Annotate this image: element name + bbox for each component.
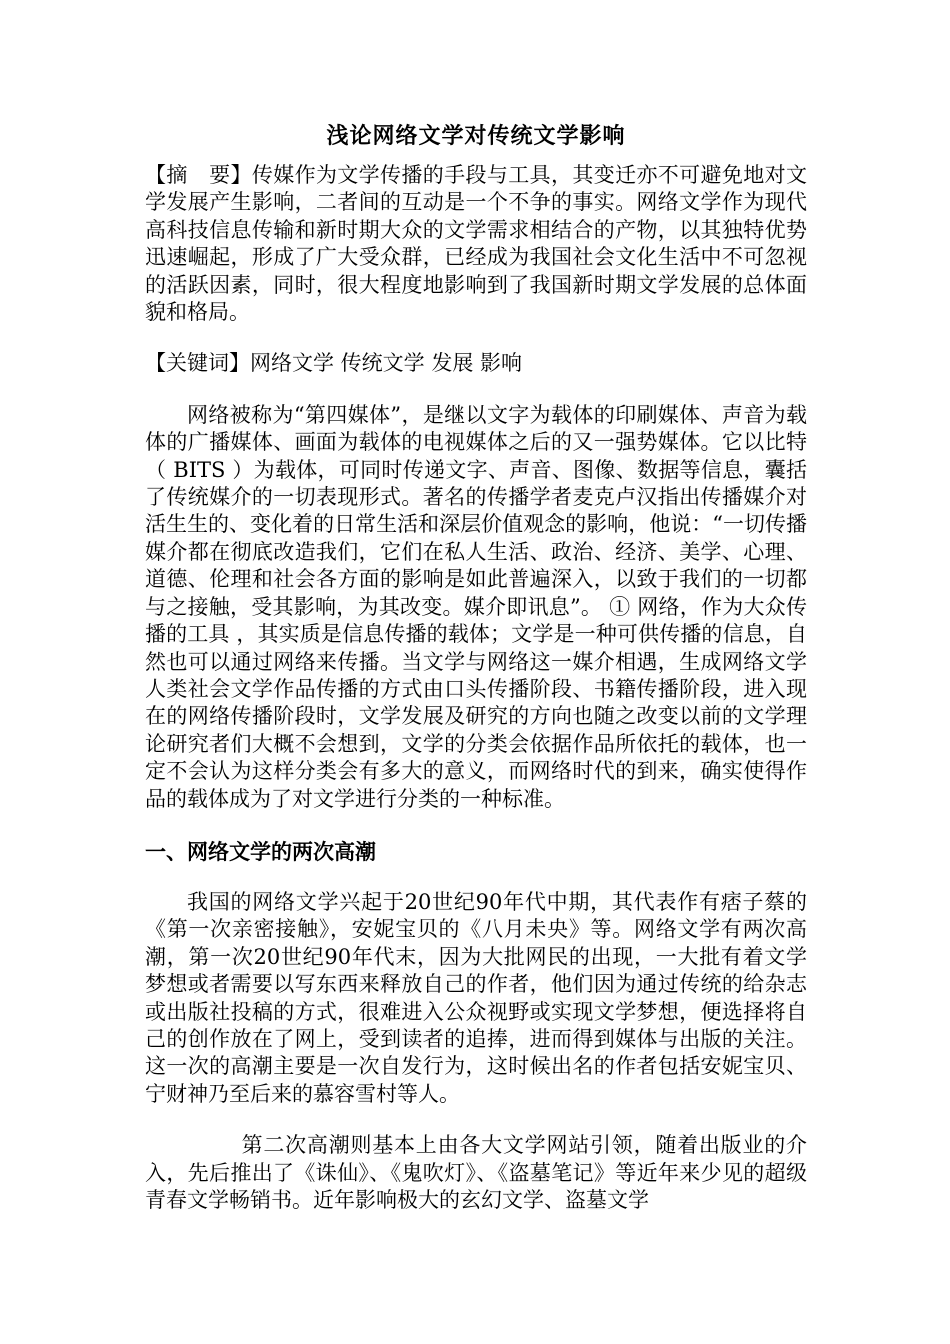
abstract-text: 传媒作为文学传播的手段与工具，其变迁亦不可避免地对文学发展产生影响，二者间的互动是一个不争的事实。网络文学作为现代高科技信息传输和新时期大众的文学需求相结合的产物，以其独特优势迅速崛起，形成了广大受众群，已经成为我国社会文化生活中不可忽视的活跃因素，同时，很大程度地影响到了我国新时期文学发展的总体面貌和格局。 [145, 163, 808, 325]
keywords-label: 【关键词】 [145, 351, 250, 376]
section-heading: 一、网络文学的两次高潮 [145, 838, 376, 864]
keywords-paragraph [145, 350, 807, 377]
intro-paragraph: 网络被称为“第四媒体”，是继以文字为载体的印刷媒体、声音为载体的广播媒体、画面为载体的电视媒体之后的又一强势媒体。它以比特（ BITS ）为载体，可同时传递文字、声音、图像、数据等信息，囊括了传统媒介的一切表现形式。著名的传播学者麦克卢汉指出传播媒介对活生生的、变化着的日常生活和深层价值观念的影响，他说：“一切传播媒介都在彻底改造我们，它们在私人生活、政治、经济、美学、心理、道德、伦理和社会各方面的影响是如此普遍深入，以致于我们的一切都与之接触，受其影响，为其改变。媒介即讯息”。 ① 网络，作为大众传播的工具 ，其实质是信息传播的载体；文学是一种可供传播的信息，自然也可以通过网络来传播。当文学与网络这一媒介相遇，生成网络文学人类社会文学作品传播的方式由口头传播阶段、书籍传播阶段，进入现在的网络传播阶段时，文学发展及研究的方向也随之改变以前的文学理论研究者们大概不会想到，文学的分类会依据作品所依托的载体，也一定不会认为这样分类会有多大的意义，而网络时代的到来，确实使得作品的载体成为了对文学进行分类的一种标准。 [145, 402, 807, 811]
keywords-text: 网络文学 传统文学 发展 影响 [250, 351, 523, 376]
abstract-paragraph [145, 162, 807, 326]
section1-paragraph-1: 我国的网络文学兴起于20世纪90年代中期，其代表作有痞子蔡的《第一次亲密接触》，安妮宝贝的《八月未央》等。网络文学有两次高潮，第一次20世纪90年代末，因为大批网民的出现，一大批有着文学梦想或者需要以写东西来释放自己的作者，他们因为通过传统的给杂志或出版社投稿的方式，很难进入公众视野或实现文学梦想，便选择将自己的创作放在了网上，受到读者的追捧，进而得到媒体与出版的关注。这一次的高潮主要是一次自发行为，这时候出名的作者包括安妮宝贝、宁财神乃至后来的慕容雪村等人。 [145, 889, 807, 1106]
abstract-label: 【摘 要】 [145, 163, 252, 187]
document-page [145, 118, 807, 1214]
section1-paragraph-2: 第二次高潮则基本上由各大文学网站引领，随着出版业的介入，先后推出了《诛仙》、《鬼吹灯》、《盗墓笔记》等近年来少见的超级青春文学畅销书。近年影响极大的玄幻文学、盗墓文学 [145, 1133, 807, 1212]
document-title: 浅论网络文学对传统文学影响 [326, 123, 626, 149]
